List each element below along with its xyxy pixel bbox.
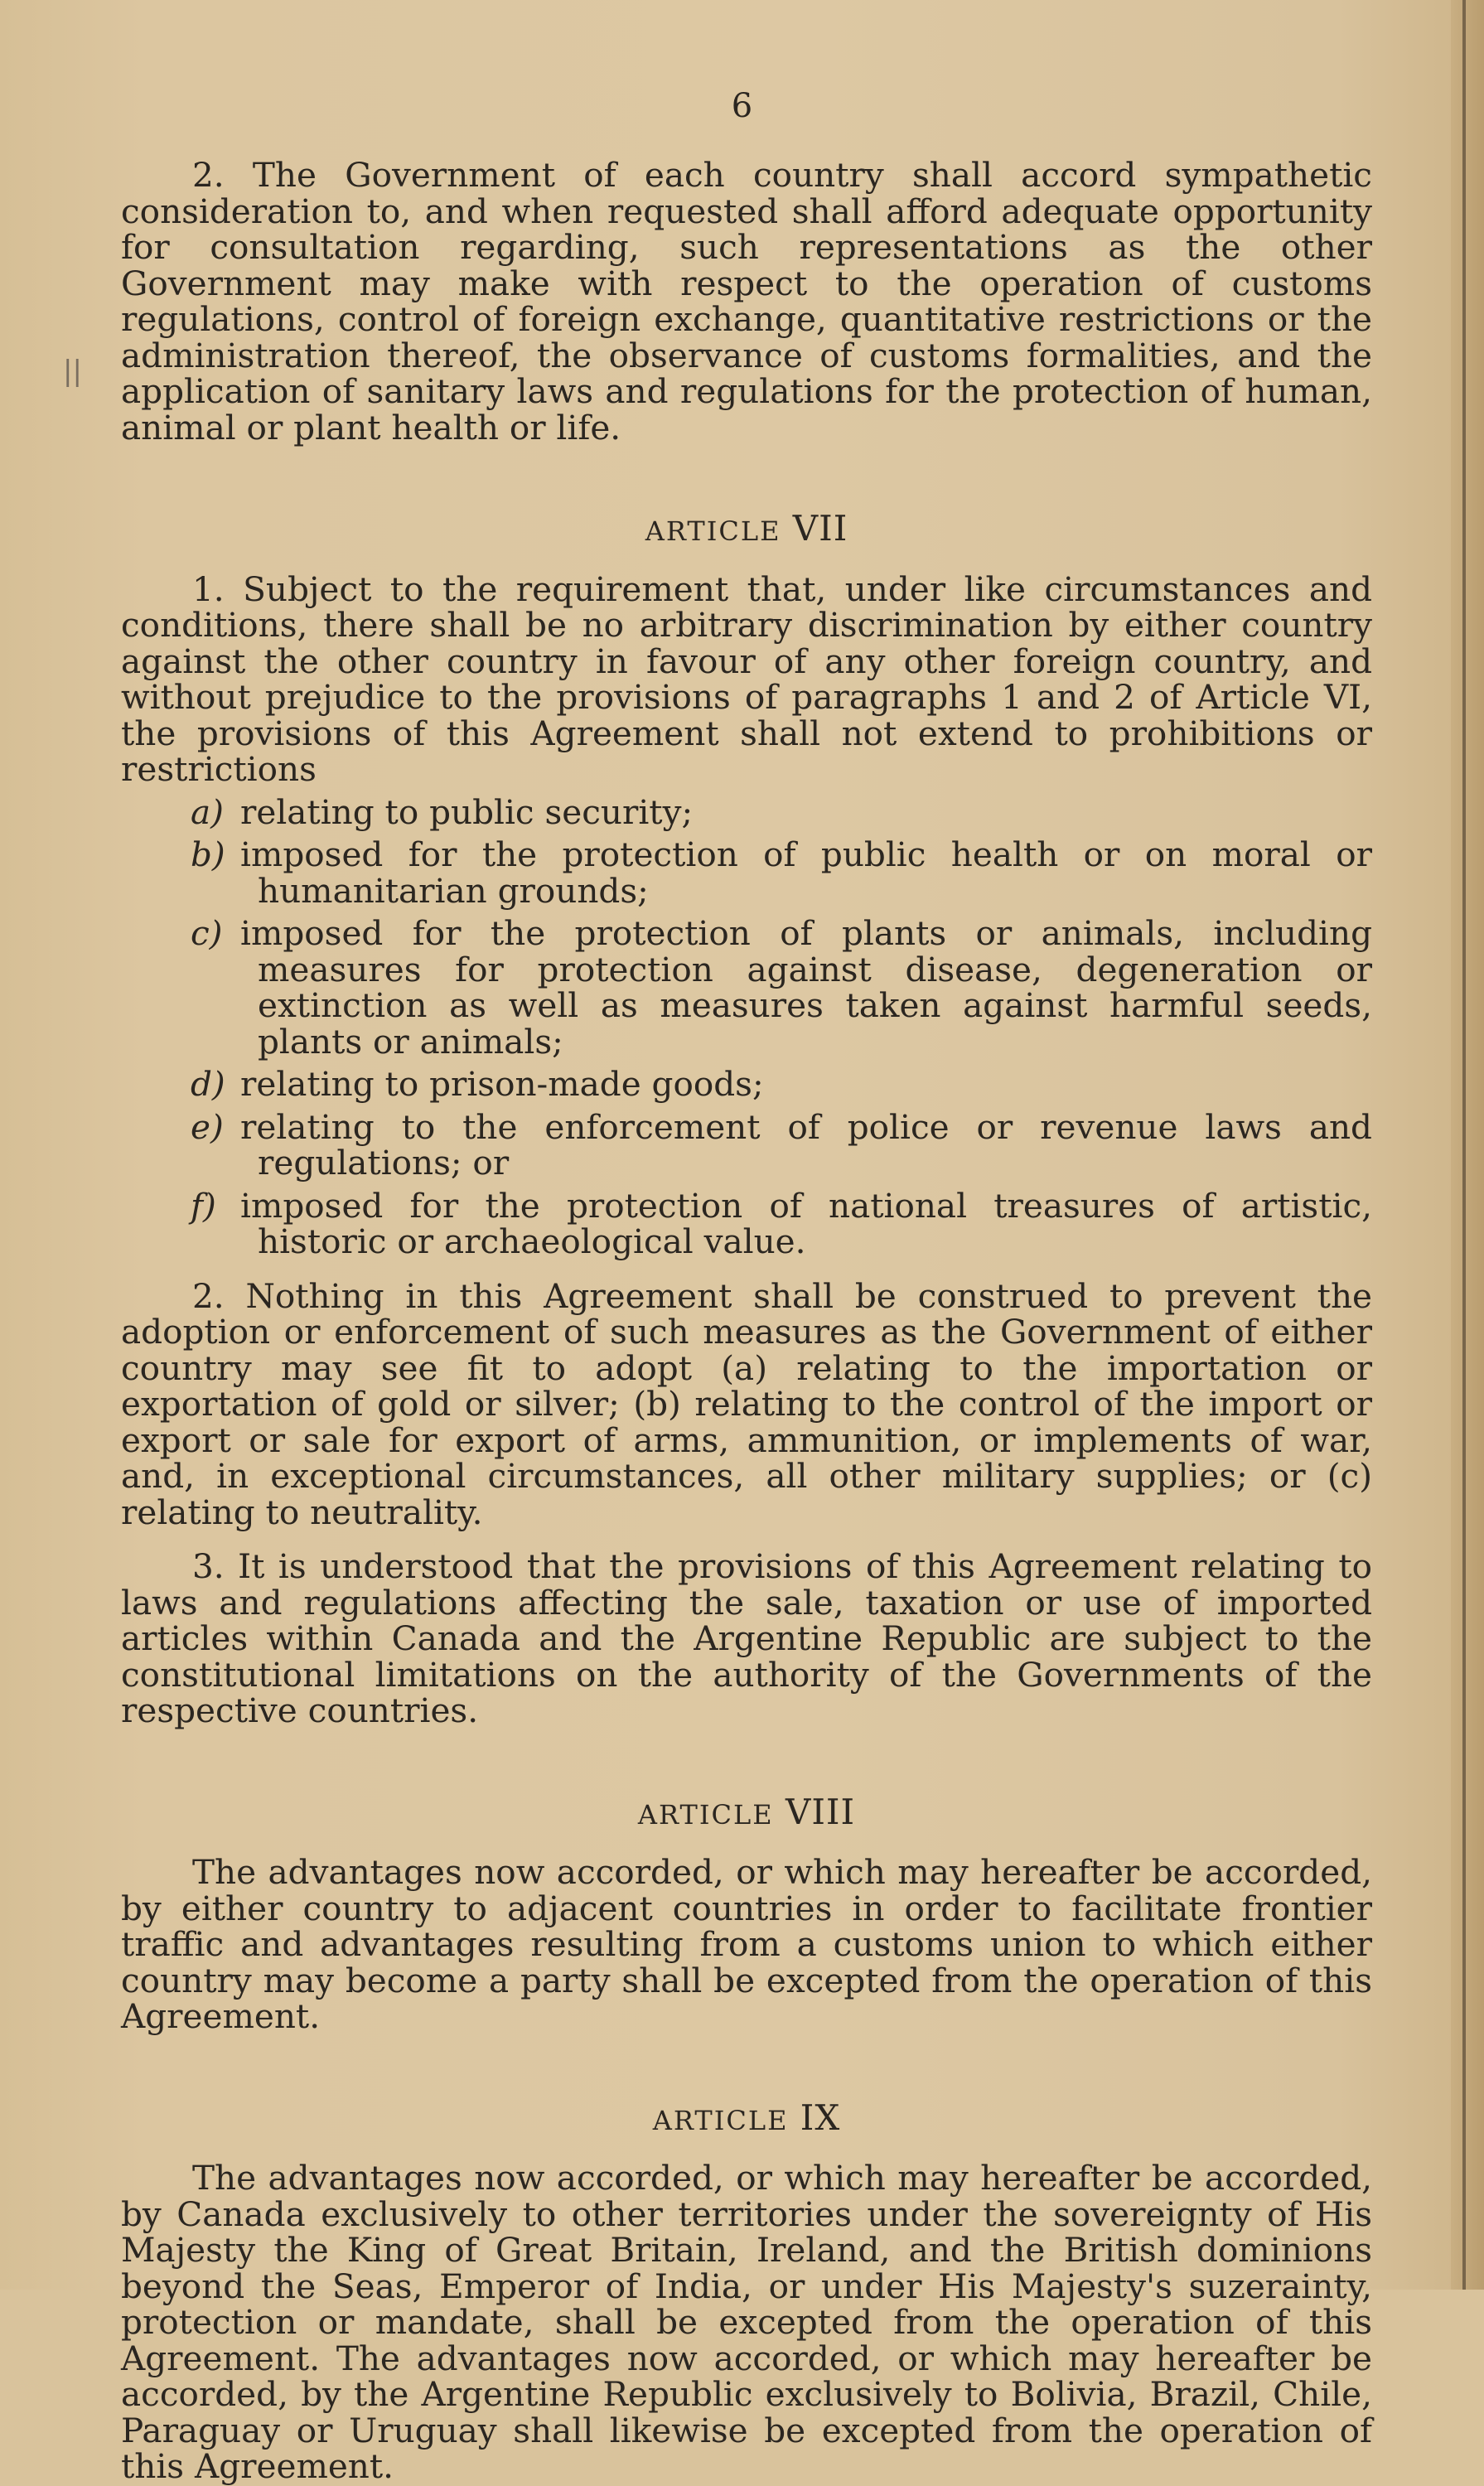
page-edge-shadow [1451, 0, 1484, 2290]
article-7-heading: ARTICLE VII [645, 508, 848, 549]
article-8-paragraph: The advantages now accorded, or which may hereafter be accorded, by either country to adjacent countries in order to facilitate frontier traffic and advantages resulting from a customs union to which either country may become a party shall be excepted from the operation of this Agreement. [121, 1852, 1372, 2036]
article-9-heading: ARTICLE IX [652, 2097, 841, 2138]
list-item: b) imposed for the protection of public health or on moral or humanitarian grounds; [191, 834, 1372, 911]
article-9-paragraph: The advantages now accorded, or which may hereafter be accorded, by Canada exclusively to other territories under the sovereignty of His Majesty the King of Great Britain, Ireland, and the British dominions beyond the Seas, Emperor of India, or under His Majesty's suzerainty, protection or mandate, shall be excepted from the operation of this Agreement. The advantages now accorded, or which may hereafter be accorded, by the Argentine Republic exclusively to Bolivia, Brazil, Chile, Paraguay or Uruguay shall likewise be excepted from the operation of this Agreement. [121, 2158, 1372, 2486]
list-item: c) imposed for the protection of plants or animals, including measures for protection against disease, degeneration or extinction as well as measures taken against harmful seeds, plants or animals; [191, 913, 1372, 1062]
margin-mark: || [63, 355, 82, 388]
list-item: d) relating to prison-made goods; [191, 1064, 764, 1104]
list-item: e) relating to the enforcement of police or revenue laws and regulations; or [191, 1106, 1372, 1183]
article-7-paragraph-1: 1. Subject to the requirement that, under like circumstances and conditions, there shall be no arbitrary discrimination by either country against the other country in favour of any other foreign country, and without prejudice to the provisions of paragraphs 1 and 2 of Article VI, the provisions of this Agreement shall not extend to prohibitions or restrictions [121, 568, 1372, 789]
binding-line [1462, 0, 1466, 2290]
article-7-paragraph-2: 2. Nothing in this Agreement shall be construed to prevent the adoption or enforcement of such measures as the Government of either country may see fit to adopt (a) relating to the importation or exportation of gold or silver; (b) relating to the control of the import or export or sale for export of arms, ammunition, or implements of war, and, in exceptional circumstances, all other military supplies; or (c) relating to neutrality. [121, 1275, 1372, 1532]
list-item: f) imposed for the protection of national treasures of artistic, historic or archaeological value. [191, 1185, 1372, 1261]
document-body [121, 157, 1372, 2485]
list-item: a) relating to public security; [191, 791, 694, 832]
article-7-paragraph-3: 3. It is understood that the provisions of this Agreement relating to laws and regulations affecting the sale, taxation or use of imported articles within Canada and the Argentine Republic are subject to the constitutional limitations on the authority of the Governments of the respective countries. [121, 1546, 1372, 1730]
article-8-heading: ARTICLE VIII [637, 1791, 856, 1832]
article-6-paragraph-2: 2. The Government of each country shall accord sympathetic consideration to, and when requested shall afford adequate opportunity for consultation regarding, such representations as the other Government may make with respect to the operation of customs regulations, control of foreign exchange, quantitative restrictions or the administration thereof, the observance of customs formalities, and the application of sanitary laws and regulations for the protection of human, animal or plant health or life. [121, 155, 1372, 447]
page-number: 6 [731, 87, 753, 125]
